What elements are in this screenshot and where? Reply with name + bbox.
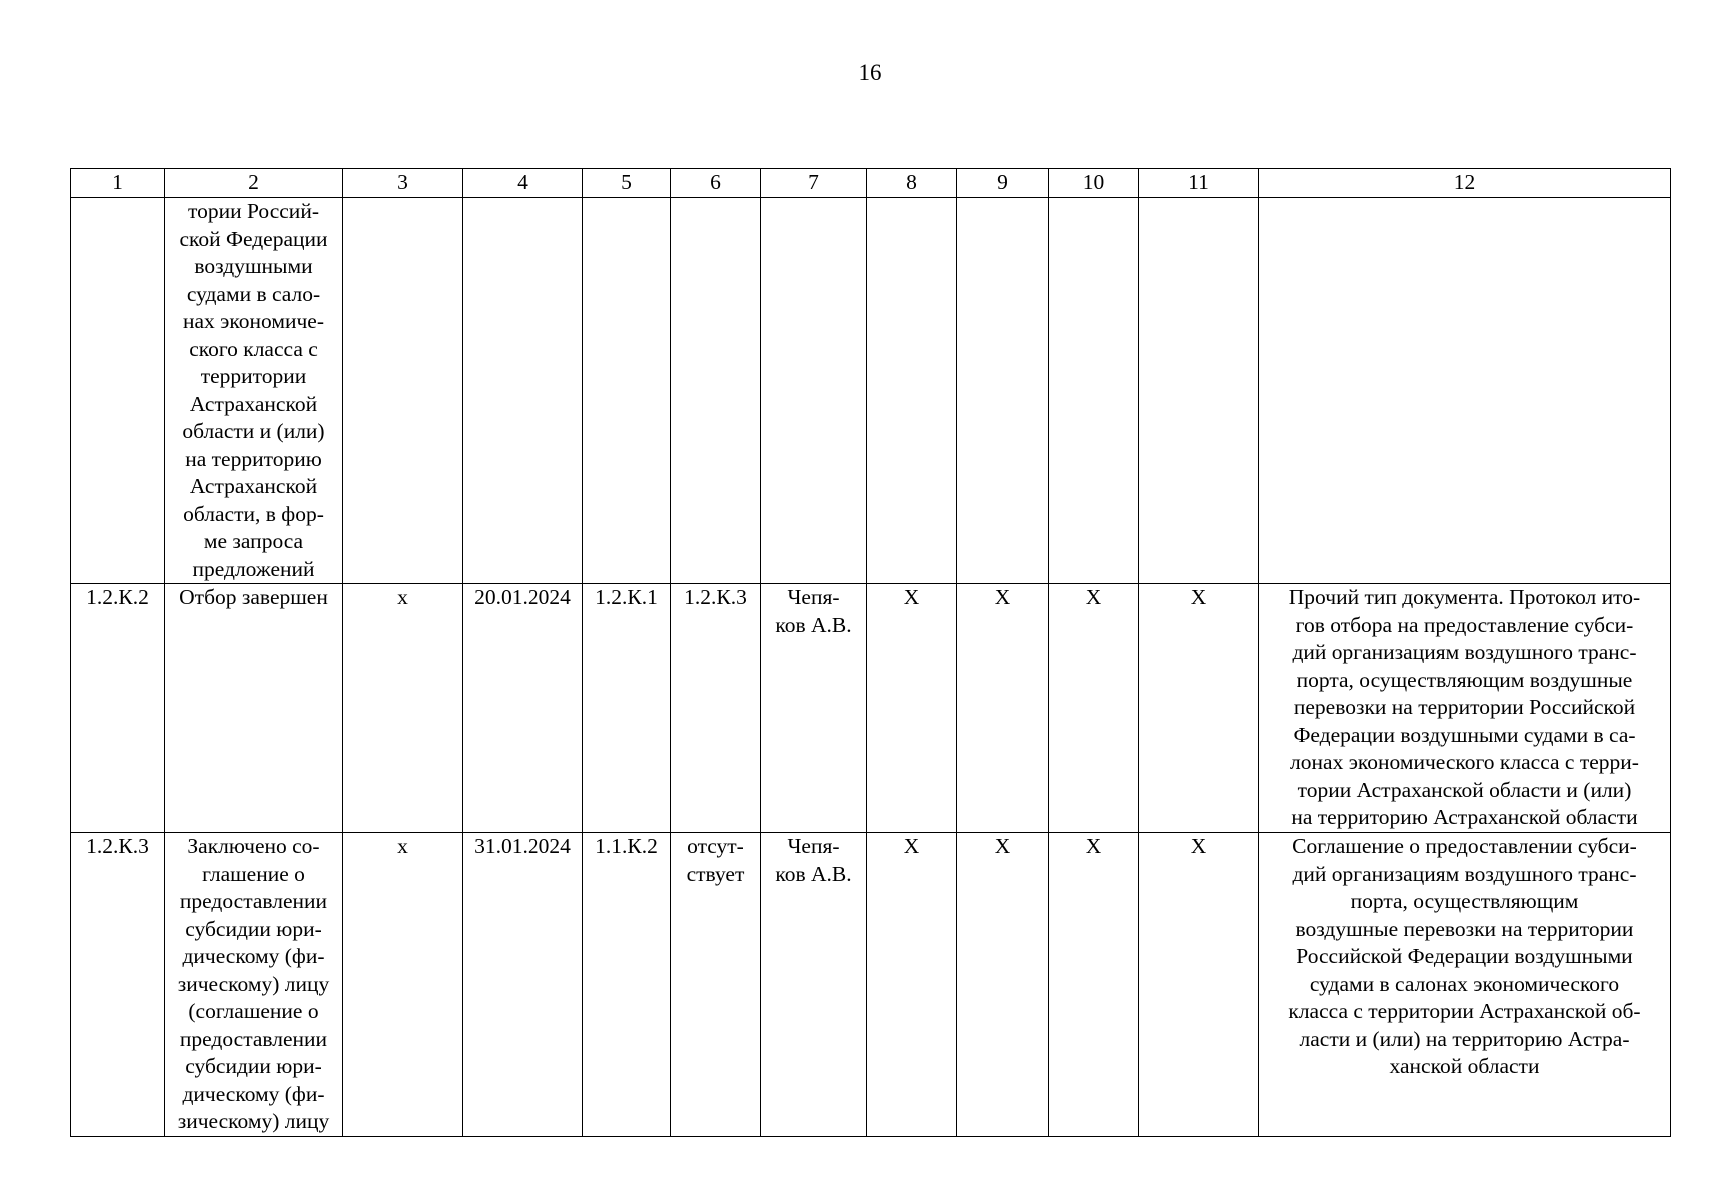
cell-text-line: области и (или) [182, 419, 325, 443]
cell-text-line: зическому) лицу [177, 1109, 330, 1133]
cell-text-line: предложений [192, 556, 315, 581]
cell-responsible [761, 833, 867, 1137]
cell-text-line: Астраханской [189, 391, 318, 416]
cell-text-line: судами в сало- [186, 281, 321, 306]
cell-successor [671, 198, 761, 584]
column-header: 3 [343, 169, 463, 198]
cell-col10 [1049, 198, 1139, 584]
cell-document [1259, 584, 1671, 833]
cell-text-line: ме запроса [203, 529, 304, 553]
table-row [71, 198, 1671, 584]
cell-text-line: отсут- [687, 834, 744, 858]
cell-responsible [761, 198, 867, 584]
column-header: 4 [463, 169, 583, 198]
cell-successor [671, 584, 761, 833]
cell-description [165, 198, 343, 584]
cell-text-line: ласти и (или) на территорию Астра- [1299, 1026, 1630, 1051]
cell-number: 1.2.К.3 [71, 833, 165, 1137]
column-header: 11 [1139, 169, 1259, 198]
cell-number: 1.2.К.2 [71, 584, 165, 833]
cell-col8: X [867, 584, 957, 833]
cell-text-line: лонах экономического класса с терри- [1290, 750, 1639, 774]
cell-text-line: дий организациям воздушного транс- [1292, 640, 1637, 664]
cell-text-line: Отбор завершен [179, 585, 328, 609]
cell-text-line: Федерации воздушными судами в са- [1293, 722, 1636, 747]
cell-predecessor [583, 198, 671, 584]
cell-col11: X [1139, 584, 1259, 833]
cell-col10: X [1049, 584, 1139, 833]
cell-col11 [1139, 198, 1259, 584]
cell-text-line: предоставлении [179, 889, 328, 913]
cell-col9 [957, 198, 1049, 584]
cell-text-line: территории [200, 364, 307, 388]
cell-col8: X [867, 833, 957, 1137]
cell-text-line: ствует [686, 861, 745, 886]
cell-text-line: нах экономиче- [183, 309, 324, 333]
cell-text-line: судами в салонах экономического [1309, 971, 1620, 996]
cell-text-line: дическому (фи- [182, 944, 325, 968]
cell-document [1259, 833, 1671, 1137]
cell-text-line: ханской области [1389, 1054, 1540, 1078]
cell-text-line: субсидии юри- [185, 916, 322, 941]
cell-text-line: субсидии юри- [185, 1054, 322, 1078]
cell-text-line: дий организациям воздушного транс- [1292, 861, 1637, 886]
cell-text-line: тории Россий- [188, 199, 319, 223]
cell-text-line: Чепя- [787, 585, 840, 609]
table-header-row [71, 169, 1671, 198]
cell-text-line: порта, осуществляющим [1350, 889, 1579, 913]
cell-responsible [761, 584, 867, 833]
cell-text-line: Чепя- [787, 834, 840, 858]
cell-text-line: ского класса с [189, 336, 318, 361]
cell-col10: X [1049, 833, 1139, 1137]
column-header: 6 [671, 169, 761, 198]
column-header: 1 [71, 169, 165, 198]
cell-text-line: перевозки на территории Российской [1293, 695, 1636, 719]
cell-successor [671, 833, 761, 1137]
cell-text-line: тории Астраханской области и (или) [1297, 777, 1632, 802]
cell-text-line: порта, осуществляющим воздушные [1296, 667, 1633, 692]
cell-date: 31.01.2024 [463, 833, 583, 1137]
cell-text-line: глашение о [202, 861, 305, 886]
cell-predecessor: 1.1.К.2 [583, 833, 671, 1137]
cell-text-line: Соглашение о предоставлении субси- [1292, 834, 1637, 858]
cell-text-line: класса с территории Астраханской об- [1288, 999, 1641, 1023]
cell-text-line: Российской Федерации воздушными [1296, 944, 1633, 968]
column-header: 7 [761, 169, 867, 198]
cell-text-line: ков А.В. [775, 861, 852, 886]
cell-text-line: Астраханской [189, 474, 318, 498]
cell-date: 20.01.2024 [463, 584, 583, 833]
cell-col3 [343, 198, 463, 584]
cell-col9: X [957, 584, 1049, 833]
cell-text-line: воздушные перевозки на территории [1295, 916, 1634, 941]
cell-text-line: на территорию Астраханской области [1291, 805, 1638, 829]
column-header: 12 [1259, 169, 1671, 198]
table-row [71, 584, 1671, 833]
cell-date [463, 198, 583, 584]
cell-text-line: 1.2.К.3 [684, 585, 747, 609]
column-header: 2 [165, 169, 343, 198]
cell-text-line: на территорию [185, 446, 322, 471]
column-header: 5 [583, 169, 671, 198]
cell-col9: X [957, 833, 1049, 1137]
cell-col11: X [1139, 833, 1259, 1137]
cell-text-line: предоставлении [179, 1026, 328, 1051]
cell-text-line: области, в фор- [183, 501, 324, 526]
cell-col8 [867, 198, 957, 584]
cell-col3: x [343, 833, 463, 1137]
table-row [71, 833, 1671, 1137]
cell-text-line: зическому) лицу [177, 971, 330, 996]
cell-document [1259, 198, 1671, 584]
cell-text-line: ской Федерации [179, 226, 328, 251]
cell-description [165, 584, 343, 833]
cell-number [71, 198, 165, 584]
cell-text-line: воздушными [194, 254, 313, 278]
cell-text-line: дическому (фи- [182, 1081, 325, 1106]
cell-text-line: Заключено со- [187, 834, 320, 858]
cell-predecessor: 1.2.К.1 [583, 584, 671, 833]
cell-description [165, 833, 343, 1137]
page-number: 16 [858, 60, 882, 85]
cell-text-line: ков А.В. [775, 612, 852, 637]
column-header: 8 [867, 169, 957, 198]
cell-text-line: (соглашение о [188, 999, 319, 1023]
cell-text-line: Прочий тип документа. Протокол ито- [1288, 585, 1641, 609]
cell-col3: x [343, 584, 463, 833]
column-header: 10 [1049, 169, 1139, 198]
plan-table [70, 168, 1671, 1137]
cell-text-line: гов отбора на предоставление субси- [1295, 612, 1634, 637]
column-header: 9 [957, 169, 1049, 198]
